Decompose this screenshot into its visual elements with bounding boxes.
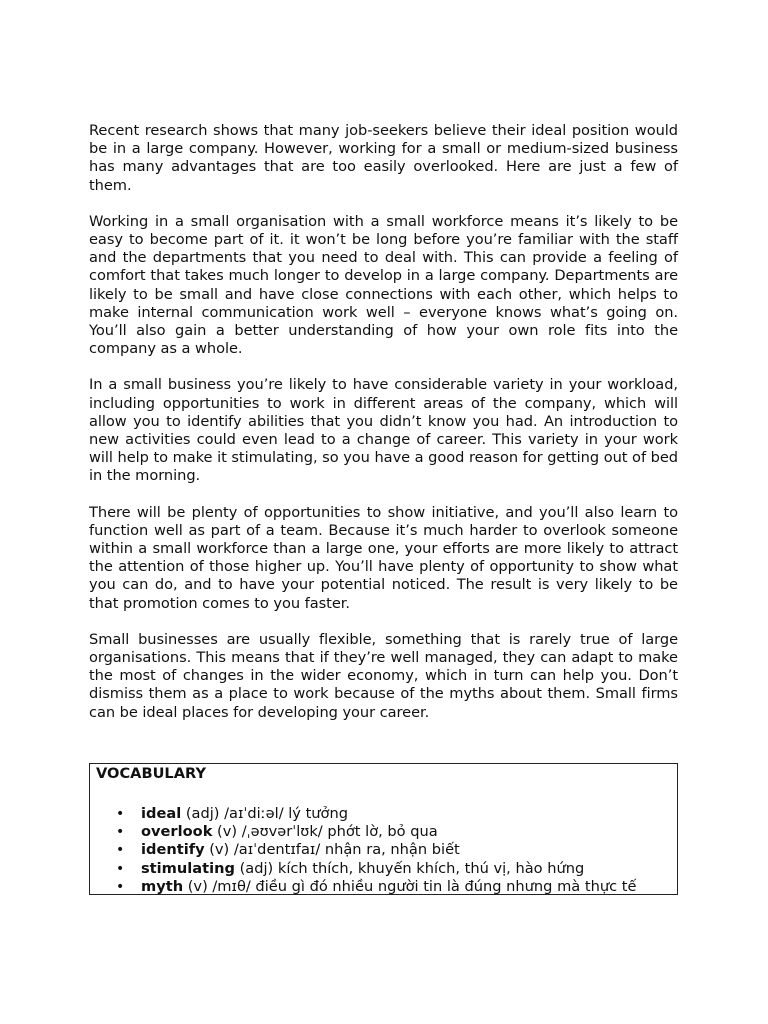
bullet-icon: • <box>116 860 125 877</box>
vocabulary-box <box>89 763 678 895</box>
paragraph-3: In a small business you’re likely to have considerable variety in your workload, including opportunities to work in different areas of the company, which will allow you to identify abilities that you didn’t know you had. An introduction to new activities could even lead to a change of career. This variety in your work will help to make it stimulating, so you have a good reason for getting out of bed in the morning. <box>89 376 678 485</box>
vocabulary-word: ideal <box>141 805 182 822</box>
vocabulary-word: myth <box>141 877 184 895</box>
article-body <box>89 122 678 740</box>
vocabulary-title: VOCABULARY <box>96 765 207 782</box>
vocabulary-definition: (v) /ˌəʊvərˈlʊk/ phớt lờ, bỏ qua <box>212 823 438 841</box>
vocabulary-item-ideal <box>90 805 677 823</box>
vocabulary-item-stimulating <box>90 860 677 878</box>
vocabulary-word: identify <box>141 841 205 859</box>
bullet-icon: • <box>116 806 125 822</box>
paragraph-4: There will be plenty of opportunities to show initiative, and you’ll also learn to function well as part of a team. Because it’s much harder to overlook someone within a small workforce than a large one, your efforts are more likely to attract the attention of those higher up. You’ll have plenty of opportunity to show what you can do, and to have your potential noticed. The result is very likely to be that promotion comes to you faster. <box>89 503 678 612</box>
bullet-icon: • <box>116 824 125 841</box>
vocabulary-item-myth <box>90 878 677 895</box>
bullet-icon: • <box>116 878 125 895</box>
vocabulary-item-identify <box>90 841 677 859</box>
bullet-icon: • <box>116 842 125 859</box>
paragraph-2: Working in a small organisation with a small workforce means it’s likely to be easy to become part of it. it won’t be long before you’re familiar with the staff and the departments that you need to deal with. This can provide a feeling of comfort that takes much longer to develop in a large company. Departments are likely to be small and have close connections with each other, which helps to make internal communication work well – everyone knows what’s going on. You’ll also gain a better understanding of how your own role fits into the company as a whole. <box>89 212 678 358</box>
vocabulary-definition: (v) /mɪθ/ điều gì đó nhiều người tin là đúng nhưng mà thực tế <box>183 877 637 895</box>
vocabulary-word: stimulating <box>141 859 235 877</box>
vocabulary-item-overlook <box>90 823 677 841</box>
paragraph-1: Recent research shows that many job-seekers believe their ideal position would be in a large company. However, working for a small or medium-sized business has many advantages that are too easily overlooked. Here are just a few of them. <box>89 122 678 194</box>
vocabulary-definition: (v) /aɪˈdentɪfaɪ/ nhận ra, nhận biết <box>204 841 460 859</box>
vocabulary-list <box>90 805 677 895</box>
vocabulary-word: overlook <box>141 823 213 841</box>
vocabulary-definition: (adj) /aɪˈdiːəl/ lý tưởng <box>181 805 348 822</box>
paragraph-5: Small businesses are usually flexible, something that is rarely true of large organisations. This means that if they’re well managed, they can adapt to make the most of changes in the wider economy, which in turn can help you. Don’t dismiss them as a place to work because of the myths about them. Small firms can be ideal places for developing your career. <box>89 630 678 721</box>
vocabulary-definition: (adj) kích thích, khuyến khích, thú vị, hào hứng <box>234 859 585 877</box>
